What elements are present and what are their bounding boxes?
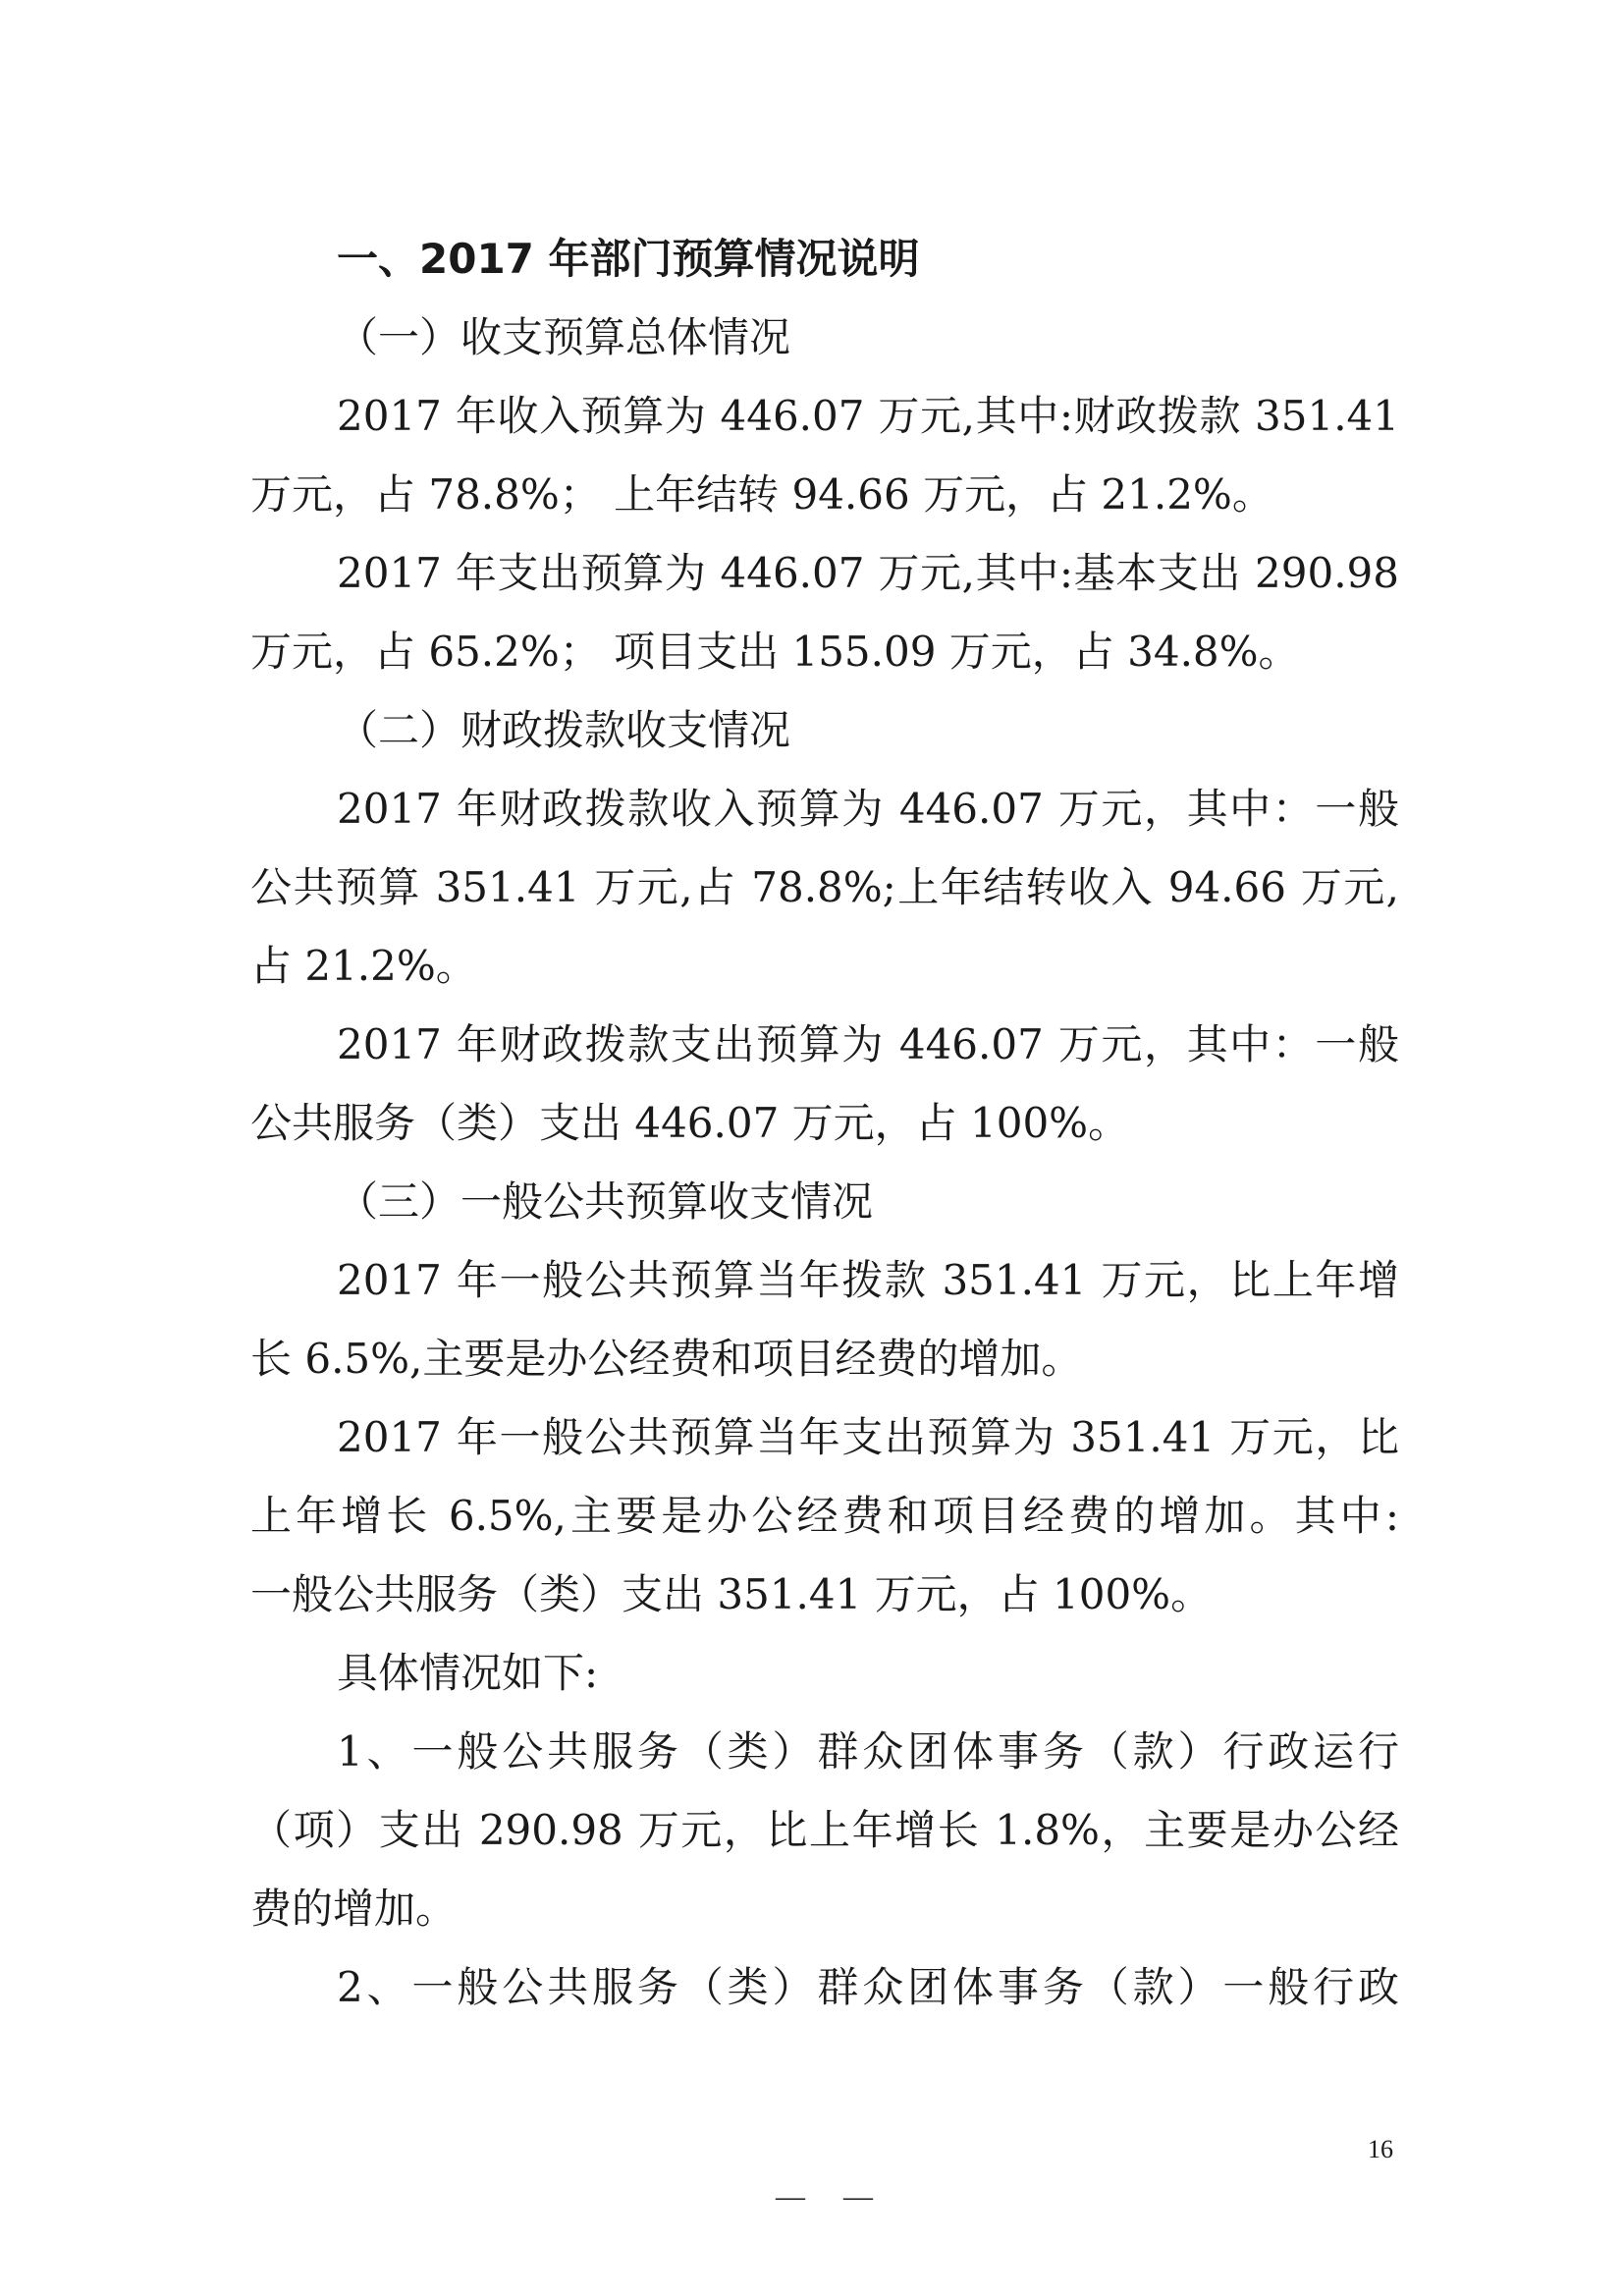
- list-item-line: （项）支出 290.98 万元，比上年增长 1.8%，主要是办公经: [250, 1806, 1399, 1854]
- list-item-line: 1、一般公共服务（类）群众团体事务（款）行政运行: [337, 1727, 1399, 1776]
- list-item-line: 2、一般公共服务（类）群众团体事务（款）一般行政: [337, 1963, 1399, 2011]
- list-item-line: 费的增加。: [250, 1885, 458, 1933]
- paragraph-line: 万元，占 78.8%； 上年结转 94.66 万元，占 21.2%。: [250, 470, 1273, 519]
- paragraph-line: 具体情况如下:: [337, 1649, 599, 1697]
- paragraph-line: 2017 年一般公共预算当年拨款 351.41 万元，比上年增: [337, 1256, 1399, 1304]
- paragraph-line: 2017 年财政拨款收入预算为 446.07 万元，其中：一般: [337, 785, 1399, 833]
- paragraph-line: 占 21.2%。: [250, 942, 477, 990]
- subsection-1-title: （一）收支预算总体情况: [337, 313, 791, 361]
- subsection-2-title: （二）财政拨款收支情况: [337, 706, 791, 754]
- paragraph-line: 2017 年财政拨款支出预算为 446.07 万元，其中：一般: [337, 1020, 1399, 1068]
- paragraph-line: 2017 年收入预算为 446.07 万元,其中:财政拨款 351.41: [337, 392, 1399, 440]
- paragraph-line: 一般公共服务（类）支出 351.41 万元，占 100%。: [250, 1570, 1213, 1618]
- paragraph-line: 万元，占 65.2%； 项目支出 155.09 万元，占 34.8%。: [250, 628, 1300, 676]
- section-title: 一、2017 年部门预算情况说明: [337, 235, 920, 283]
- subsection-3-title: （三）一般公共预算收支情况: [337, 1177, 874, 1226]
- paragraph-line: 公共服务（类）支出 446.07 万元，占 100%。: [250, 1099, 1130, 1147]
- paragraph-line: 2017 年一般公共预算当年支出预算为 351.41 万元，比: [337, 1413, 1399, 1461]
- page-number: 16: [1368, 2135, 1393, 2163]
- paragraph-line: 2017 年支出预算为 446.07 万元,其中:基本支出 290.98: [337, 549, 1399, 597]
- paragraph-line: 长 6.5%,主要是办公经费和项目经费的增加。: [250, 1335, 1083, 1383]
- paragraph-line: 公共预算 351.41 万元,占 78.8%;上年结转收入 94.66 万元,: [250, 863, 1399, 911]
- footer-dashes: — —: [776, 2180, 881, 2213]
- paragraph-line: 上年增长 6.5%,主要是办公经费和项目经费的增加。其中:: [250, 1492, 1399, 1540]
